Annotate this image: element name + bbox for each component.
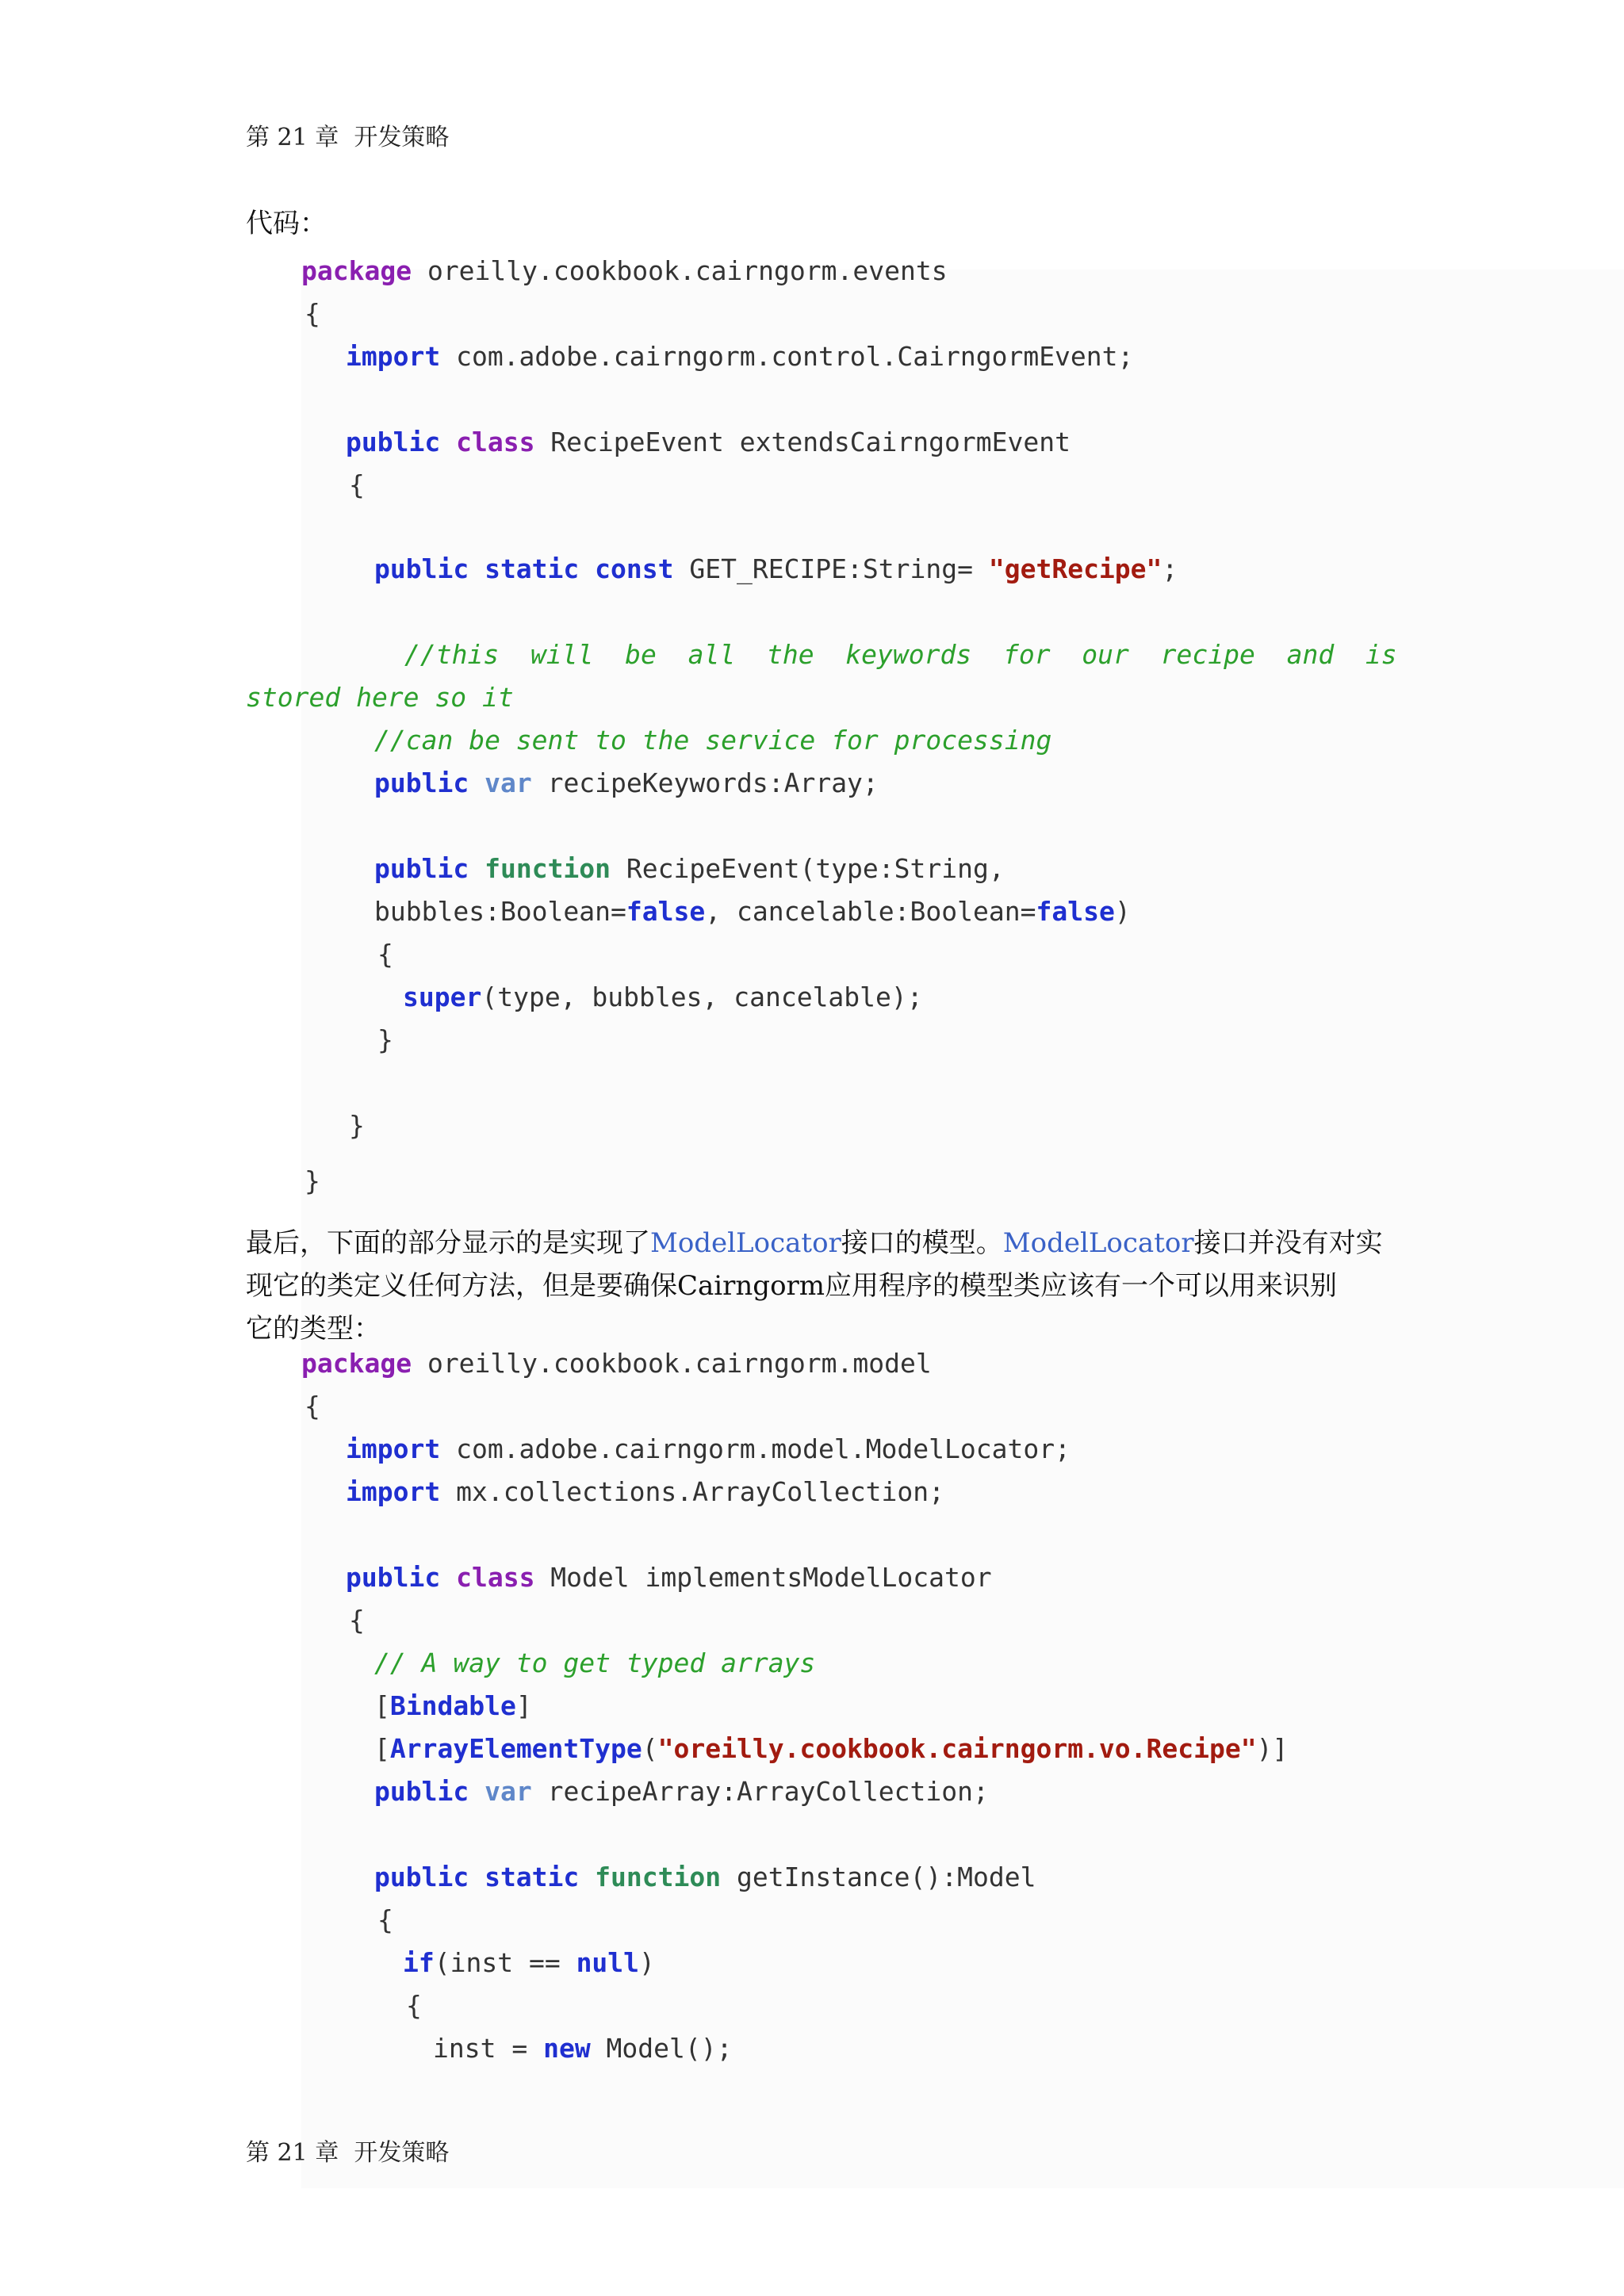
keyword: public — [374, 767, 469, 798]
string-literal: "getRecipe" — [988, 553, 1162, 584]
paragraph-line — [246, 1221, 1383, 1260]
keyword: function — [485, 853, 611, 884]
code-text: recipeKeywords:Array; — [531, 767, 879, 798]
keyword: public — [346, 1562, 441, 1593]
code-line: { — [349, 1605, 365, 1636]
code-line — [403, 1947, 655, 1978]
code-line — [301, 255, 948, 286]
code-line: { — [377, 1904, 393, 1935]
keyword: public static — [374, 1862, 580, 1892]
code-text: RecipeEvent extendsCairngormEvent — [534, 427, 1071, 457]
keyword: import — [346, 341, 441, 372]
code-text: Model implementsModelLocator — [534, 1562, 992, 1593]
intro-label: 代码： — [246, 208, 327, 239]
keyword: class — [456, 1562, 535, 1593]
code-comment: //this will be all the keywords for our recipe and is — [404, 639, 1397, 670]
paragraph-line: 现它的类定义任何方法，但是要确保Cairngorm应用程序的模型类应该有一个可以用来识别 — [246, 1270, 1338, 1302]
code-line — [374, 1776, 989, 1807]
code-text: )] — [1256, 1733, 1289, 1764]
code-line — [346, 1562, 992, 1593]
code-text: ) — [639, 1947, 655, 1978]
code-text: RecipeEvent(type:String, — [611, 853, 1005, 884]
code-line — [346, 1433, 1071, 1464]
keyword: public static const — [374, 553, 674, 584]
keyword: var — [485, 1776, 532, 1807]
code-comment: stored here so it — [246, 682, 514, 713]
keyword: import — [346, 1476, 441, 1507]
code-line — [301, 1348, 932, 1379]
keyword: package — [301, 1348, 412, 1379]
code-text: [ — [374, 1733, 390, 1764]
keyword: false — [1036, 896, 1115, 927]
code-text: (inst == — [434, 1947, 576, 1978]
page-footer: 第 21 章 开发策略 — [246, 2139, 450, 2167]
code-text: [ — [374, 1690, 390, 1721]
paragraph-line: 它的类型： — [246, 1313, 381, 1345]
keyword: false — [626, 896, 706, 927]
code-text: , cancelable:Boolean= — [705, 896, 1036, 927]
code-text: (type, bubbles, cancelable); — [481, 982, 923, 1012]
code-line: } — [377, 1024, 393, 1055]
code-line: } — [304, 1165, 320, 1196]
code-line — [346, 427, 1071, 457]
keyword: ArrayElementType — [389, 1733, 642, 1764]
keyword: super — [403, 982, 482, 1012]
code-line: { — [304, 298, 320, 329]
code-text: bubbles:Boolean= — [374, 896, 626, 927]
code-text: ) — [1114, 896, 1131, 927]
code-text: mx.collections.ArrayCollection; — [440, 1476, 944, 1507]
code-text: oreilly.cookbook.cairngorm.model — [412, 1348, 932, 1379]
code-line — [403, 982, 923, 1012]
keyword: public — [374, 853, 469, 884]
code-line: } — [349, 1110, 365, 1141]
code-line — [346, 341, 1133, 372]
keyword: public — [374, 1776, 469, 1807]
modellocator-link[interactable]: ModelLocator — [1002, 1227, 1194, 1259]
code-text: recipeArray:ArrayCollection; — [531, 1776, 989, 1807]
string-literal: "oreilly.cookbook.cairngorm.vo.Recipe" — [657, 1733, 1257, 1764]
code-comment: // A way to get typed arrays — [374, 1647, 816, 1678]
keyword: null — [576, 1947, 640, 1978]
page-header: 第 21 章 开发策略 — [246, 124, 450, 151]
keyword: new — [543, 2033, 591, 2064]
code-line: { — [349, 469, 365, 500]
paragraph-text: 接口的模型。 — [841, 1227, 1003, 1259]
paragraph-text: 接口并没有对实 — [1193, 1227, 1383, 1259]
code-text: Model(); — [590, 2033, 733, 2064]
code-text: com.adobe.cairngorm.model.ModelLocator; — [440, 1433, 1071, 1464]
code-text: getInstance():Model — [721, 1862, 1036, 1892]
keyword: var — [485, 767, 532, 798]
code-line — [374, 1862, 1036, 1892]
code-line — [374, 1733, 1288, 1764]
code-line — [374, 896, 1131, 927]
code-line — [374, 767, 879, 798]
code-line — [346, 1476, 944, 1507]
code-line — [374, 853, 1005, 884]
code-text: ] — [515, 1690, 532, 1721]
keyword: class — [456, 427, 535, 457]
code-text: oreilly.cookbook.cairngorm.events — [412, 255, 948, 286]
code-text: inst = — [433, 2033, 544, 2064]
code-line — [374, 553, 1178, 584]
code-text: GET_RECIPE:String= — [673, 553, 989, 584]
keyword: function — [595, 1862, 722, 1892]
code-text: ( — [642, 1733, 658, 1764]
keyword: public — [346, 427, 441, 457]
keyword: package — [301, 255, 412, 286]
code-line: { — [377, 939, 393, 970]
code-line — [374, 1690, 532, 1721]
keyword: Bindable — [389, 1690, 516, 1721]
keyword: import — [346, 1433, 441, 1464]
paragraph-text: 最后，下面的部分显示的是实现了 — [246, 1227, 650, 1259]
code-line — [433, 2033, 733, 2064]
code-text: ; — [1162, 553, 1178, 584]
modellocator-link[interactable]: ModelLocator — [650, 1227, 841, 1259]
code-line: { — [406, 1990, 422, 2021]
code-comment: //can be sent to the service for processing — [374, 725, 1052, 756]
code-line: { — [304, 1391, 320, 1422]
keyword: if — [403, 1947, 435, 1978]
code-text: com.adobe.cairngorm.control.CairngormEvent; — [440, 341, 1134, 372]
